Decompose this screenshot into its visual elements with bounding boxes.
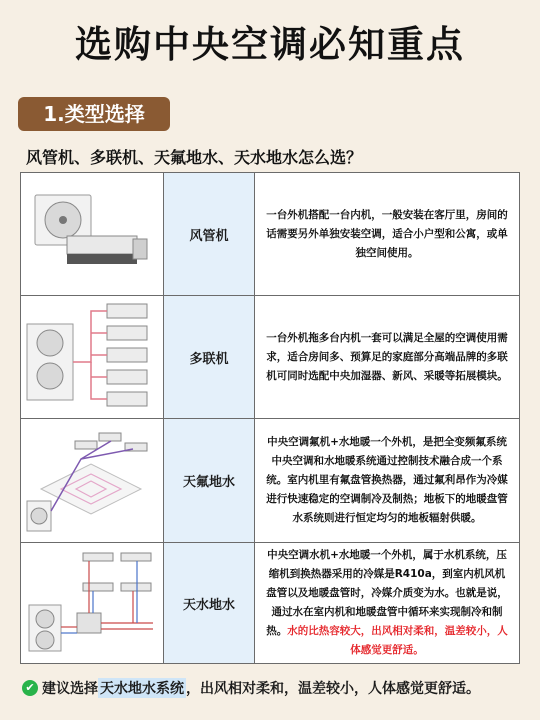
desc-highlight: 水的比热容较大，出风相对柔和，温差较小，人体感觉更舒适。 (287, 625, 508, 656)
multi-split-image (21, 296, 164, 418)
table-row (21, 296, 519, 419)
desc-text: 中央空调氟机+水地暖一个外机，是把全变频氟系统中央空调和水地暖系统通过控制技术融合成一个系统。室内机里有氟盘管换热器，通过氟利昂作为冷媒进行快速稳定的空调制冷及制热；地板下的地暖盘管水系统则进行恒定均匀的地板辐射供暖。 (266, 436, 508, 524)
row-description (255, 173, 519, 295)
comparison-table (20, 172, 520, 664)
row-name: 多联机 (164, 296, 255, 418)
footer-emphasis: 天水地水系统 (98, 678, 186, 698)
page-title: 选购中央空调必知重点 (75, 23, 465, 66)
row-name: 天水地水 (164, 543, 255, 663)
check-icon: ✔ (22, 680, 38, 696)
water-water-image (21, 543, 164, 663)
footer-suffix: ，出风相对柔和，温差较小，人体感觉更舒适。 (186, 681, 480, 697)
row-description (255, 296, 519, 418)
row-name: 风管机 (164, 173, 255, 295)
footer-prefix: 建议选择 (42, 681, 98, 697)
desc-text: 一台外机拖多台内机一套可以满足全屋的空调使用需求，适合房间多、预算足的家庭部分高端品牌的多联机可同时选配中央加湿器、新风、采暖等拓展模块。 (266, 331, 508, 382)
recommendation-footer (22, 676, 480, 700)
table-row (21, 419, 519, 543)
section-tag: 1.类型选择 (18, 97, 170, 131)
row-description (255, 419, 519, 542)
table-row (21, 543, 519, 663)
fluorine-water-image (21, 419, 164, 542)
duct-unit-image (21, 173, 164, 295)
row-description (255, 543, 519, 663)
desc-text: 一台外机搭配一台内机，一般安装在客厅里，房间的话需要另外单独安装空调，适合小户型和公寓，或单独空间使用。 (266, 208, 508, 259)
desc-text: 中央空调水机+水地暖一个外机，属于水机系统，压缩机到换热器采用的冷媒是R410a，到室内机风机盘管以及地暖盘管时，冷媒介质变为水。也就是说，通过水在室内机和地暖盘管中循环来实现制冷和制热。 (266, 549, 508, 637)
table-row (21, 173, 519, 296)
question-text: 风管机、多联机、天氟地水、天水地水怎么选？ (26, 148, 363, 167)
row-name: 天氟地水 (164, 419, 255, 542)
